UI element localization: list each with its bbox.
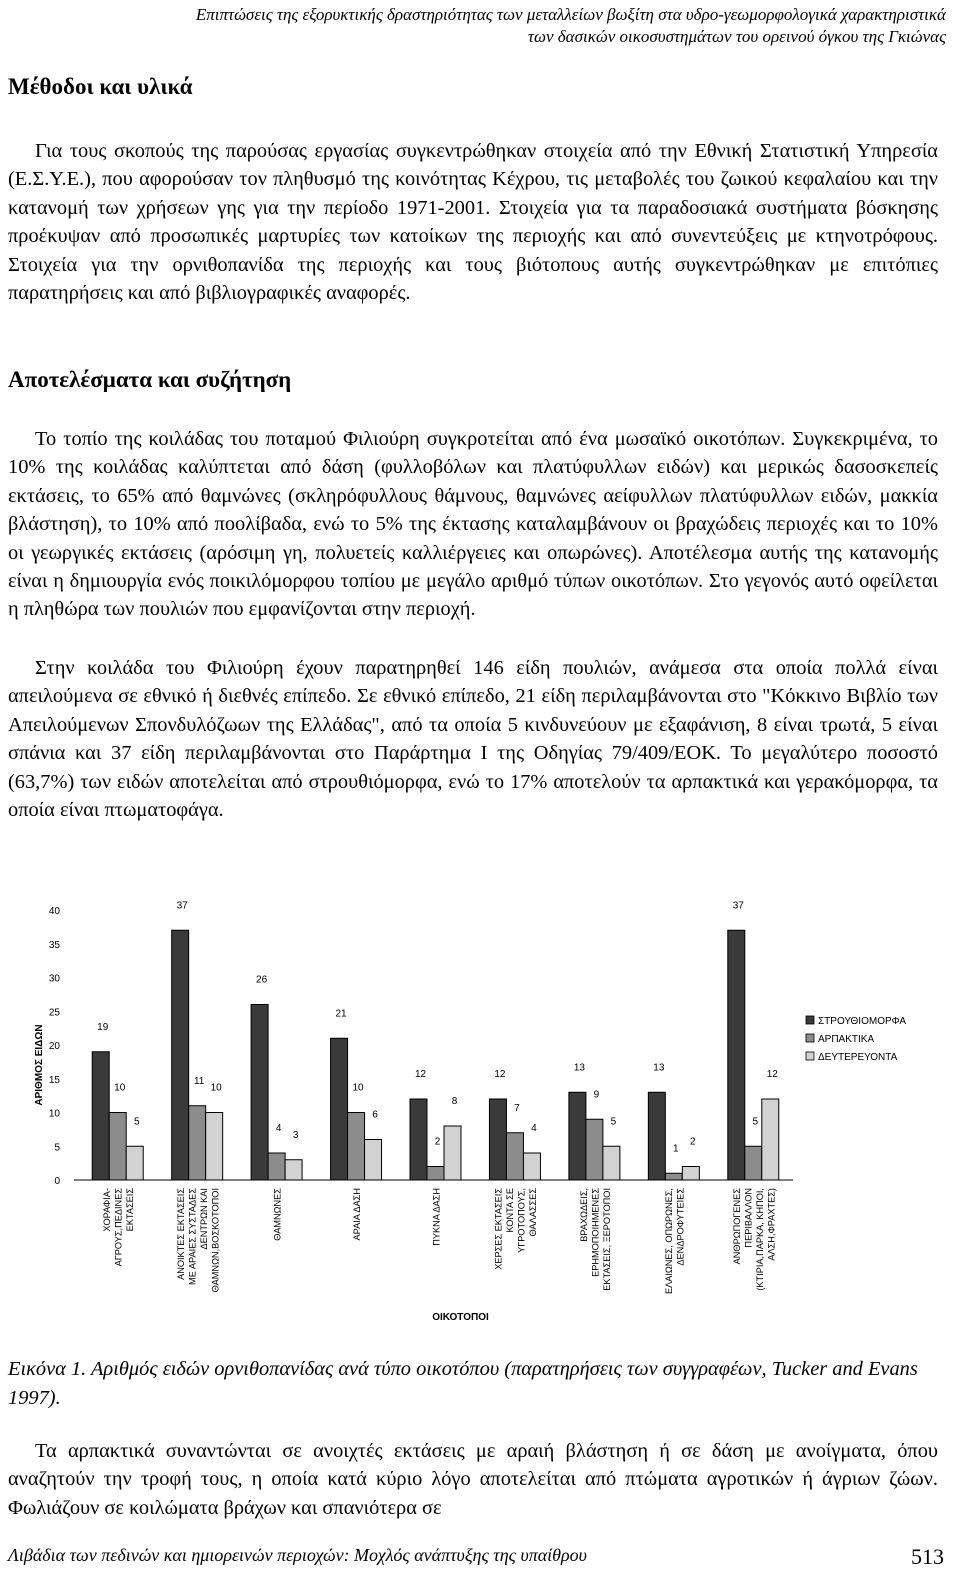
bar [92,1052,109,1180]
bar-value-label: 37 [732,900,744,912]
bar-value-label: 5 [610,1116,617,1128]
y-tick-label: 35 [48,939,60,951]
x-axis-label: ΟΙΚΟΤΟΠΟΙ [432,1312,489,1323]
bar [569,1092,586,1180]
legend-swatch [806,1034,814,1042]
bar [189,1106,206,1180]
category-label: ΑΝΟΙΚΤΕΣ ΕΚΤΑΣΕΙΣ ΜΕ ΑΡΑΙΕΣ ΣΥΣΤΑΔΕΣ ΔΕΝΤΡΩΝ ΚΑΙ ΘΑΜΝΩΝ,ΒΟΣΚΟΤΟΠΟΙ [175,1188,221,1293]
figure-caption: Εικόνα 1. Αριθμός ειδών ορνιθοπανίδας ανά τύπο οικοτόπου (παρατηρήσεις των συγγραφέων, Tucker and Evans 1997). [8,1358,918,1409]
bar [348,1113,365,1181]
bar-value-label: 5 [752,1116,759,1128]
footer-title: Λιβάδια των πεδινών και ημιορεινών περιοχών: Μοχλός ανάπτυξης της υπαίθρου [8,1545,587,1565]
bar-value-label: 10 [210,1082,222,1094]
bar-value-label: 12 [766,1069,778,1080]
bar-value-label: 7 [514,1102,520,1114]
bar-value-label: 12 [414,1069,427,1080]
bar-value-label: 10 [114,1082,126,1094]
bar-value-label: 11 [193,1075,205,1087]
raptors-paragraph: Τα αρπακτικά συναντώνται σε ανοιχτές εκτάσεις με αραιή βλάστηση ή σε δάση με ανοίγματα, όπου αναζητούν την τροφή τους, η οποία κατά κύριο λόγο αποτελείται από πτώματα αγροτικών ή άγριων ζώων. Φωλιάζουν σε κοιλώματα βράχων και σπανιότερα σε [8,1440,938,1519]
category-label: ΧΟΡΑΦΙΑ- ΑΓΡΟΥΣ,ΠΕΔΙΝΕΣ ΕΚΤΑΣΕΙΣ [102,1188,136,1267]
category-label: ΧΕΡΣΕΣ ΕΚΤΑΣΕΙΣ ΚΟΝΤΑ ΣΕ ΥΓΡΟΤΟΠΟΥΣ, ΘΑΛΑΣΣΕΣ [493,1188,539,1270]
bar-value-label: 37 [176,900,188,912]
bar [427,1167,444,1181]
bar [665,1173,682,1180]
bar-value-label: 2 [690,1136,696,1148]
legend-label: ΑΡΠΑΚΤΙΚΑ [818,1034,875,1045]
bar-value-label: 26 [256,974,268,986]
section-heading-methods: Μέθοδοι και υλικά [8,74,193,99]
bar-value-label: 2 [434,1136,441,1148]
category-label: ΠΥΚΝΑ ΔΑΣΗ [431,1188,442,1246]
bar [603,1146,620,1180]
y-tick-label: 30 [48,973,60,985]
category-label: ΑΝΘΡΩΠΟΓΕΝΕΣ ΠΕΡΙΒΑΛΛΟΝ (ΚΤΙΡΙΑ,ΠΑΡΚΑ, ΚΗΠΟΙ, ΑΛΣΗ,ΦΡΑΧΤΕΣ) [732,1188,777,1291]
section-heading-results: Αποτελέσματα και συζήτηση [8,367,292,392]
bar [365,1140,382,1181]
bar-value-label: 21 [335,1008,347,1020]
bar [410,1099,427,1180]
page-number: 513 [911,1544,944,1569]
bar-value-label: 6 [372,1109,378,1121]
bar [762,1099,779,1180]
y-tick-label: 15 [48,1074,60,1086]
bar-value-label: 13 [653,1062,665,1074]
y-tick-label: 10 [48,1108,60,1120]
bar-value-label: 5 [133,1116,140,1128]
bar [745,1146,762,1180]
running-header [16,4,946,48]
methods-paragraph: Για τους σκοπούς της παρούσας εργασίας συγκεντρώθηκαν στοιχεία από την Εθνική Στατιστική Υπηρεσία (Ε.Σ.Υ.Ε.), που αφορούσαν τον πληθυσμό της κοινότητας Κέχρου, τις μεταβολές του ζωικού κεφαλαίου και την κατανομή των χρήσεων γης για την περίοδο 1971-2001. Στοιχεία για τα παραδοσιακά συστήματα βόσκησης προέκυψαν από προσωπικές μαρτυρίες των κατοίκων της περιοχής και από συνεντεύξεις με κτηνοτρόφους. Στοιχεία για την ορνιθοπανίδα της περιοχής και τους βιότοπους αυτής συγκεντρώθηκαν με επιτόπιες παρατηρήσεις και από βιβλιογραφικές αναφορές. [8,140,938,305]
bar [506,1133,523,1180]
bar-value-label: 13 [573,1062,585,1074]
bar [444,1126,461,1180]
bar [728,930,745,1180]
bar [331,1038,348,1180]
y-tick-label: 40 [48,906,60,917]
bar [126,1146,143,1180]
y-tick-label: 0 [54,1176,60,1187]
bar-value-label: 10 [352,1082,364,1094]
bar [523,1153,540,1180]
running-header-line1: Επιπτώσεις της εξορυκτικής δραστηριότητας των μεταλλείων βωξίτη στα υδρο-γεωμορφολογικά χαρακτηριστικά [195,5,946,24]
bar-value-label: 19 [97,1021,109,1033]
category-label: ΘΑΜΝΩΝΕΣ [272,1188,283,1241]
bar-value-label: 4 [275,1123,282,1134]
bar-value-label: 4 [531,1123,537,1134]
bar [251,1005,268,1181]
bar [586,1119,603,1180]
bar-value-label: 8 [451,1096,458,1107]
y-axis-label: ΑΡΙΘΜΟΣ ΕΙΔΩΝ [34,1024,45,1106]
y-tick-label: 20 [48,1041,60,1052]
bar [285,1160,302,1180]
y-tick-label: 5 [54,1142,60,1154]
category-label: ΑΡΑΙΑ ΔΑΣΗ [352,1188,363,1241]
bar [489,1099,506,1180]
y-tick-label: 25 [48,1007,60,1019]
legend-swatch [806,1016,814,1024]
bar [648,1092,665,1180]
legend-swatch [806,1052,814,1060]
results-paragraph-2: Στην κοιλάδα του Φιλιούρη έχουν παρατηρηθεί 146 είδη πουλιών, ανάμεσα στα οποία πολλά είναι απειλούμενα σε εθνικό ή διεθνές επίπεδο. Σε εθνικό επίπεδο, 21 είδη περιλαμβάνονται στο "Κόκκινο Βιβλίο των Απειλούμενων Σπονδυλόζωων της Ελλάδας", από τα οποία 5 κινδυνεύουν με εξαφάνιση, 8 είναι τρωτά, 5 είναι σπάνια και 37 είδη περιλαμβάνονται στο Παράρτημα Ι της Οδηγίας 79/409/ΕΟΚ. Το μεγαλύτερο ποσοστό (63,7%) των ειδών αποτελείται από στρουθιόμορφα, ενώ το 17% αποτελούν τα αρπακτικά και γερακόμορφα, τα οποία είναι πτωματοφάγα. [8,657,938,822]
legend-label: ΔΕΥΤΕΡΕΥΟΝΤΑ [818,1052,898,1063]
bar [682,1167,699,1181]
bar-value-label: 3 [292,1129,299,1141]
results-paragraph-1: Το τοπίο της κοιλάδας του ποταμού Φιλιούρη συγκροτείται από ένα μωσαϊκό οικοτόπων. Συγκεκριμένα, το 10% της κοιλάδας καλύπτεται από δάση (φυλλοβόλων και πλατύφυλλων ειδών) και μερικώς δασοσκεπείς εκτάσεις, το 65% από θαμνώνες (σκληρόφυλλους θάμνους, θαμνώνες αείφυλλων πλατύφυλλων ειδών, μακκία βλάστηση), το 10% από ποολίβαδα, ενώ το 5% της έκτασης καταλαμβάνουν οι βραχώδεις περιοχές και το 10% οι γεωργικές εκτάσεις (αρόσιμη γη, πολυετείς καλλιέργειες και οπωρώνες). Αποτέλεσμα αυτής της κατανομής είναι η δημιουργία ενός ποικιλόμορφου τοπίου με μεγάλο αριθμό τύπων οικοτόπων. Στο γεγονός αυτό οφείλεται η πληθώρα των πουλιών που εμφανίζονται στην περιοχή. [8,428,938,621]
category-label: ΒΡΑΧΩΔΕΙΣ, ΕΡΗΜΟΠΟΙΗΜΕΝΕΣ ΕΚΤΑΣΕΙΣ, ΞΕΡΟΤΟΠΟΙ [578,1188,612,1291]
bar [172,930,189,1180]
bird-species-bar-chart [8,878,944,1354]
bar [206,1113,223,1181]
legend-label: ΣΤΡΟΥΘΙΟΜΟΡΦΑ [818,1016,906,1027]
bar-value-label: 1 [673,1143,679,1155]
running-header-line2: των δασικών οικοσυστημάτων του ορεινού όγκου της Γκιώνας [527,27,946,46]
bar [109,1113,126,1181]
bar-value-label: 12 [494,1069,506,1080]
bar-value-label: 9 [593,1089,600,1101]
bar [268,1153,285,1180]
category-label: ΕΛΑΙΩΝΕΣ, ΟΠΩΡΩΝΕΣ, ΔΕΝΔΡΟΦΥΤΕΙΕΣ [664,1188,686,1295]
